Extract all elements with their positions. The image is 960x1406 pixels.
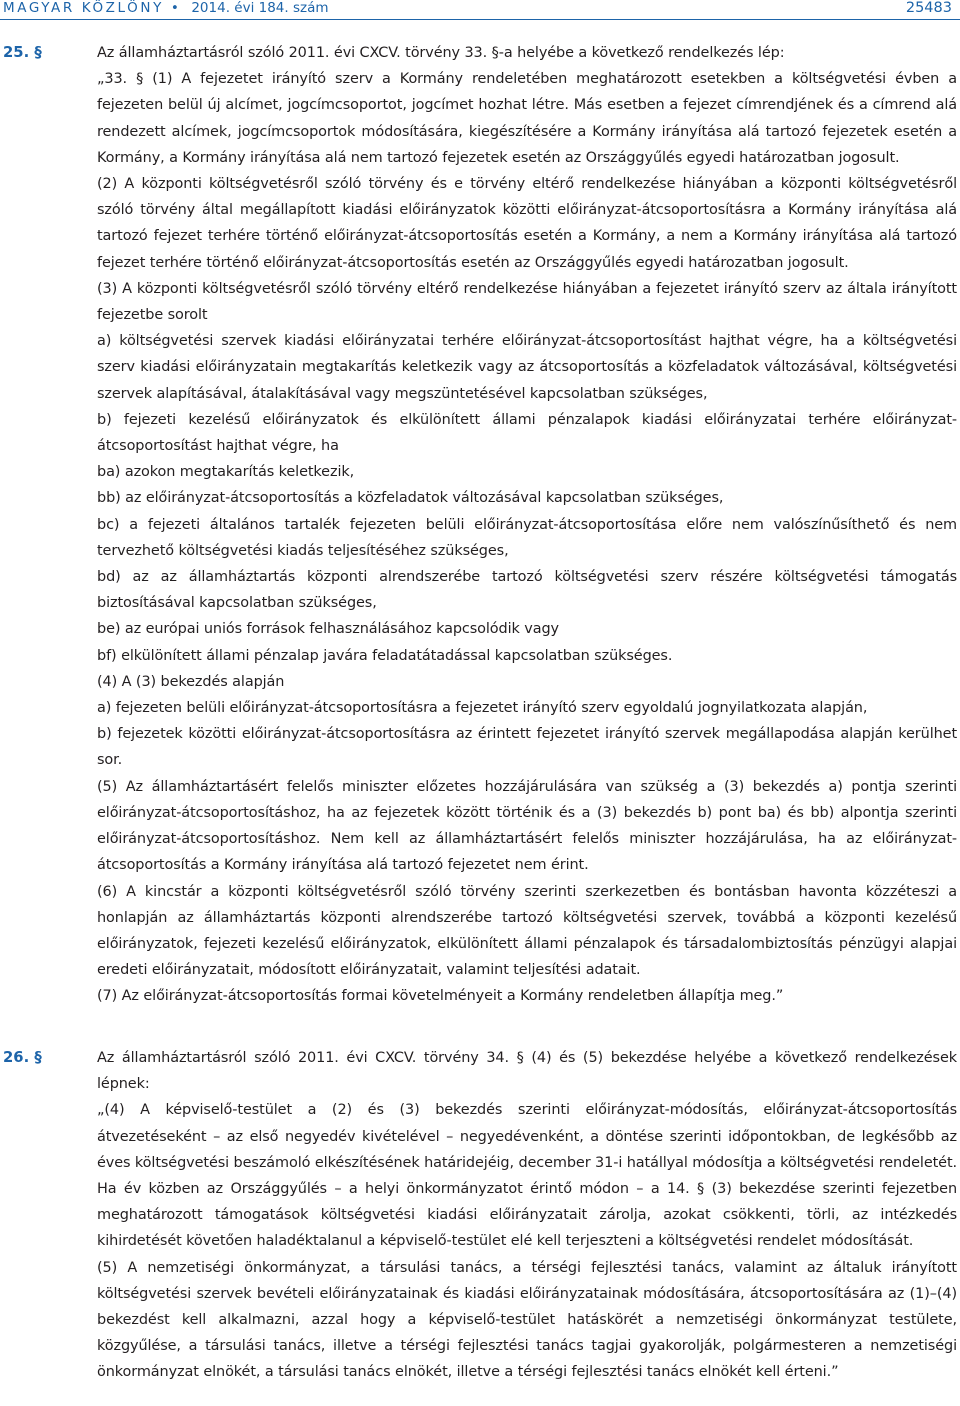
page-number: 25483 [905, 0, 952, 16]
paragraph: b) fejezeti kezelésű előirányzatok és elkülönített állami pénzalapok kiadási előirányzatai terhére előirányzat-átcsoportosítást hajthat végre, ha [97, 411, 957, 455]
section-body [97, 1045, 957, 1386]
paragraph: bc) a fejezeti általános tartalék fejezeten belüli előirányzat-átcsoportosítása előre nem valószínűsíthető és nem tervezhető költségvetési kiadás teljesítéséhez szükséges, [97, 516, 957, 559]
paragraph: b) fejezetek közötti előirányzat-átcsoportosításra az érintett fejezetet irányító szervek megállapodása alapján kerülhet sor. [97, 726, 957, 769]
paragraph: (5) Az államháztartásért felelős miniszter előzetes hozzájárulására van szükség a (3) bekezdés a) pontja szerinti előirányzat-átcsoportosításhoz, ha az fejezetek között történik és a (3) bekezdés b) pont ba) és bb) alpontja szerinti előirányzat-átcsoportosításhoz. Nem kell az államháztartásért felelős miniszter hozzájárulása, ha az előirányzat-átcsoportosítás a Kormány irányítása alá tartozó fejezetet nem érint. [97, 778, 957, 874]
paragraph: (7) Az előirányzat-átcsoportosítás formai követelményeit a Kormány rendeletben állapítja meg.” [97, 988, 784, 1005]
paragraph: (4) A (3) bekezdés alapján [97, 673, 285, 690]
paragraph: bb) az előirányzat-átcsoportosítás a közfeladatok változásával kapcsolatban szükséges, [97, 490, 724, 507]
header-bullet: • [170, 0, 182, 16]
paragraph: a) fejezeten belüli előirányzat-átcsoportosításra a fejezetet irányító szerv egyoldalú jognyilatkozata alapján, [97, 700, 868, 717]
publication-title [3, 0, 329, 16]
section-body [97, 40, 957, 1010]
paragraph: a) költségvetési szervek kiadási előirányzatai terhére előirányzat-átcsoportosítást hajthat végre, ha a költségvetési szerv kiadási előirányzatain megtakarítás keletkezik vagy az átcsoportosítás a közfeladatok változásával, költségvetési szervek alapításával, átalakításával vagy megszüntetésével kapcsolatban szükséges, [97, 333, 957, 402]
section-number: 26. § [3, 1049, 42, 1066]
page-header [0, 0, 960, 24]
issue-label: 2014. évi 184. szám [191, 0, 329, 16]
journal-name: MAGYAR KÖZLÖNY [3, 0, 164, 16]
paragraph: bd) az az államháztartás központi alrendszerébe tartozó költségvetési szerv részére költségvetési támogatás biztosításával kapcsolatban szükséges, [97, 569, 957, 612]
paragraph: (6) A kincstár a központi költségvetésről szóló törvény szerinti szerkezetben és bontásban havonta közzéteszi a honlapján az államháztartás központi alrendszerébe tartozó költségvetési szervek, továbbá a központi kezelésű előirányzatok, fejezeti kezelésű előirányzatok, elkülönített állami pénzalapok és társadalombiztosítás pénzügyi alapjai eredeti előirányzatait, módosított előirányzatait, valamint teljesítési adatait. [97, 883, 957, 979]
paragraph: Az államháztartásról szóló 2011. évi CXCV. törvény 34. § (4) és (5) bekezdése helyébe a következő rendelkezések lépnek: [97, 1050, 957, 1093]
paragraph: (3) A központi költségvetésről szóló törvény eltérő rendelkezése hiányában a fejezetet irányító szerv az általa irányított fejezetbe sorolt [97, 280, 957, 324]
paragraph: „(4) A képviselő-testület a (2) és (3) bekezdés szerinti előirányzat-módosítás, előirányzat-átcsoportosítás átvezetéseként – az első negyedév kivételével – negyedévenként, a döntése szerinti időpontokban, de legkésőbb az éves költségvetési beszámoló elkészítésének határidejéig, december 31-i hatállyal módosítja a költségvetési rendeletét. Ha év közben az Országgyűlés – a helyi önkormányzatot érintő módon – a 14. § (3) bekezdése szerinti fejezetben meghatározott támogatások költségvetési kiadási előirányzatait zárolja, azokat csökkenti, törli, az intézkedés kihirdetését követően haladéktalanul a képviselő-testület elé kell terjeszteni a költségvetési rendelet módosítását. [97, 1102, 957, 1250]
paragraph: Az államháztartásról szóló 2011. évi CXCV. törvény 33. §-a helyébe a következő rendelkezés lép: [97, 45, 785, 61]
paragraph: be) az európai uniós források felhasználásához kapcsolódik vagy [97, 621, 559, 638]
paragraph: bf) elkülönített állami pénzalap javára feladatátadással kapcsolatban szükséges. [97, 647, 673, 664]
paragraph: (5) A nemzetiségi önkormányzat, a társulási tanács, a térségi fejlesztési tanács, valamint az általuk irányított költségvetési szervek bevételi előirányzatainak és kiadási előirányzatainak módosítására, átcsoportosítására az (1)–(4) bekezdést kell alkalmazni, azzal hogy a képviselő-testület hatáskörét a nemzetiségi önkormányzat testülete, közgyűlése, a társulási tanács, illetve a térségi fejlesztési tanács tagjai gyakorolják, polgármesteren a nemzetiségi önkormányzat elnökét, a társulási tanács elnökét, illetve a térségi fejlesztési tanács elnökét kell érteni.” [97, 1259, 957, 1381]
paragraph: ba) azokon megtakarítás keletkezik, [97, 464, 355, 481]
header-divider [0, 19, 960, 20]
paragraph: (2) A központi költségvetésről szóló törvény és e törvény eltérő rendelkezése hiányában a központi költségvetésről szóló törvény által megállapított kiadási előirányzatok közötti előirányzat-átcsoportosításra a Kormány irányítása alá tartozó fejezet terhére történő előirányzat-átcsoportosítás esetén a Kormány, a nem a Kormány irányítása alá tartozó fejezet terhére történő előirányzat-átcsoportosítás esetén az Országgyűlés egyedi határozatban jogosult. [97, 176, 957, 271]
paragraph: „33. § (1) A fejezetet irányító szerv a Kormány rendeletében meghatározott esetekben a költségvetési évben a fejezeten belül új alcímet, jogcímcsoportot, jogcímet hozhat létre. Más esetben a fejezet címrendjének és a címrend alá rendezett alcímek, jogcímcsoportok módosítására, kiegészítésére a Kormány irányítása alá tartozó fejezetek esetén a Kormány, a Kormány irányítása alá nem tartozó fejezetek esetén az Országgyűlés egyedi határozatban jogosult. [97, 71, 957, 166]
section-number: 25. § [3, 44, 42, 61]
